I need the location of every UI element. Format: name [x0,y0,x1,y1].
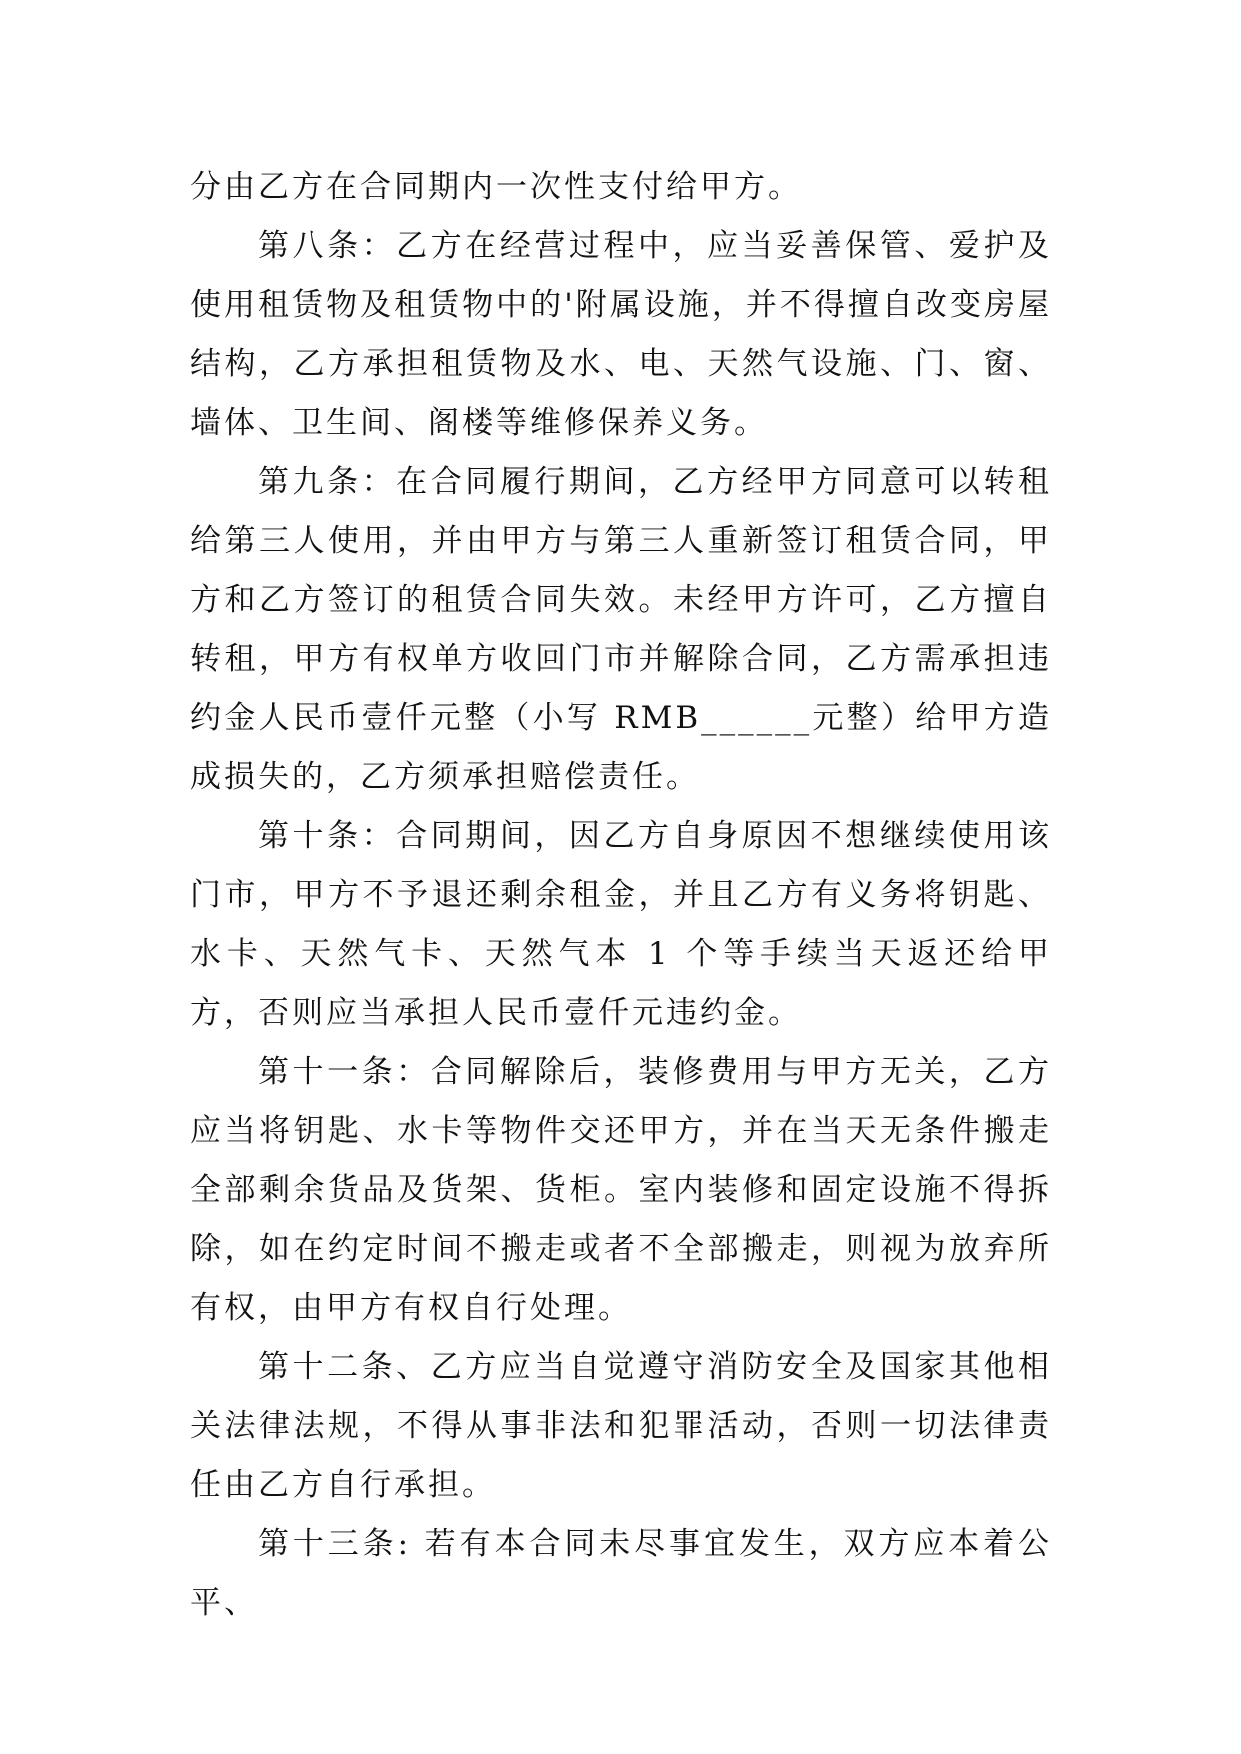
paragraph-continuation: 分由乙方在合同期内一次性支付给甲方。 [190,169,802,205]
clause-9: 第九条：在合同履行期间，乙方经甲方同意可以转租给第三人使用，并由甲方与第三人重新签订租赁合同，甲方和乙方签订的租赁合同失效。未经甲方许可，乙方擅自转租，甲方有权单方收回门市并解除合同，乙方需承担违约金人民币壹仟元整（小写 RMB______元整）给甲方造成损失的，乙方须承担赔偿责任。 [190,464,1052,795]
clause-12: 第十二条、乙方应当自觉遵守消防安全及国家其他相关法律法规，不得从事非法和犯罪活动，否则一切法律责任由乙方自行承担。 [190,1349,1052,1503]
clause-11: 第十一条：合同解除后，装修费用与甲方无关，乙方应当将钥匙、水卡等物件交还甲方，并在当天无条件搬走全部剩余货品及货架、货柜。室内装修和固定设施不得拆除，如在约定时间不搬走或者不全部搬走，则视为放弃所有权，由甲方有权自行处理。 [190,1054,1052,1326]
clause-13: 第十三条: 若有本合同未尽事宜发生，双方应本着公平、 [190,1526,1052,1621]
clause-10: 第十条：合同期间，因乙方自身原因不想继续使用该门市，甲方不予退还剩余租金，并且乙方有义务将钥匙、水卡、天然气卡、天然气本 1 个等手续当天返还给甲方，否则应当承担人民币壹仟元违约金。 [190,818,1052,1031]
clause-8: 第八条：乙方在经营过程中，应当妥善保管、爱护及使用租赁物及租赁物中的'附属设施，并不得擅自改变房屋结构，乙方承担租赁物及水、电、天然气设施、门、窗、墙体、卫生间、阁楼等维修保养义务。 [190,228,1052,441]
document-body [190,158,1052,1633]
